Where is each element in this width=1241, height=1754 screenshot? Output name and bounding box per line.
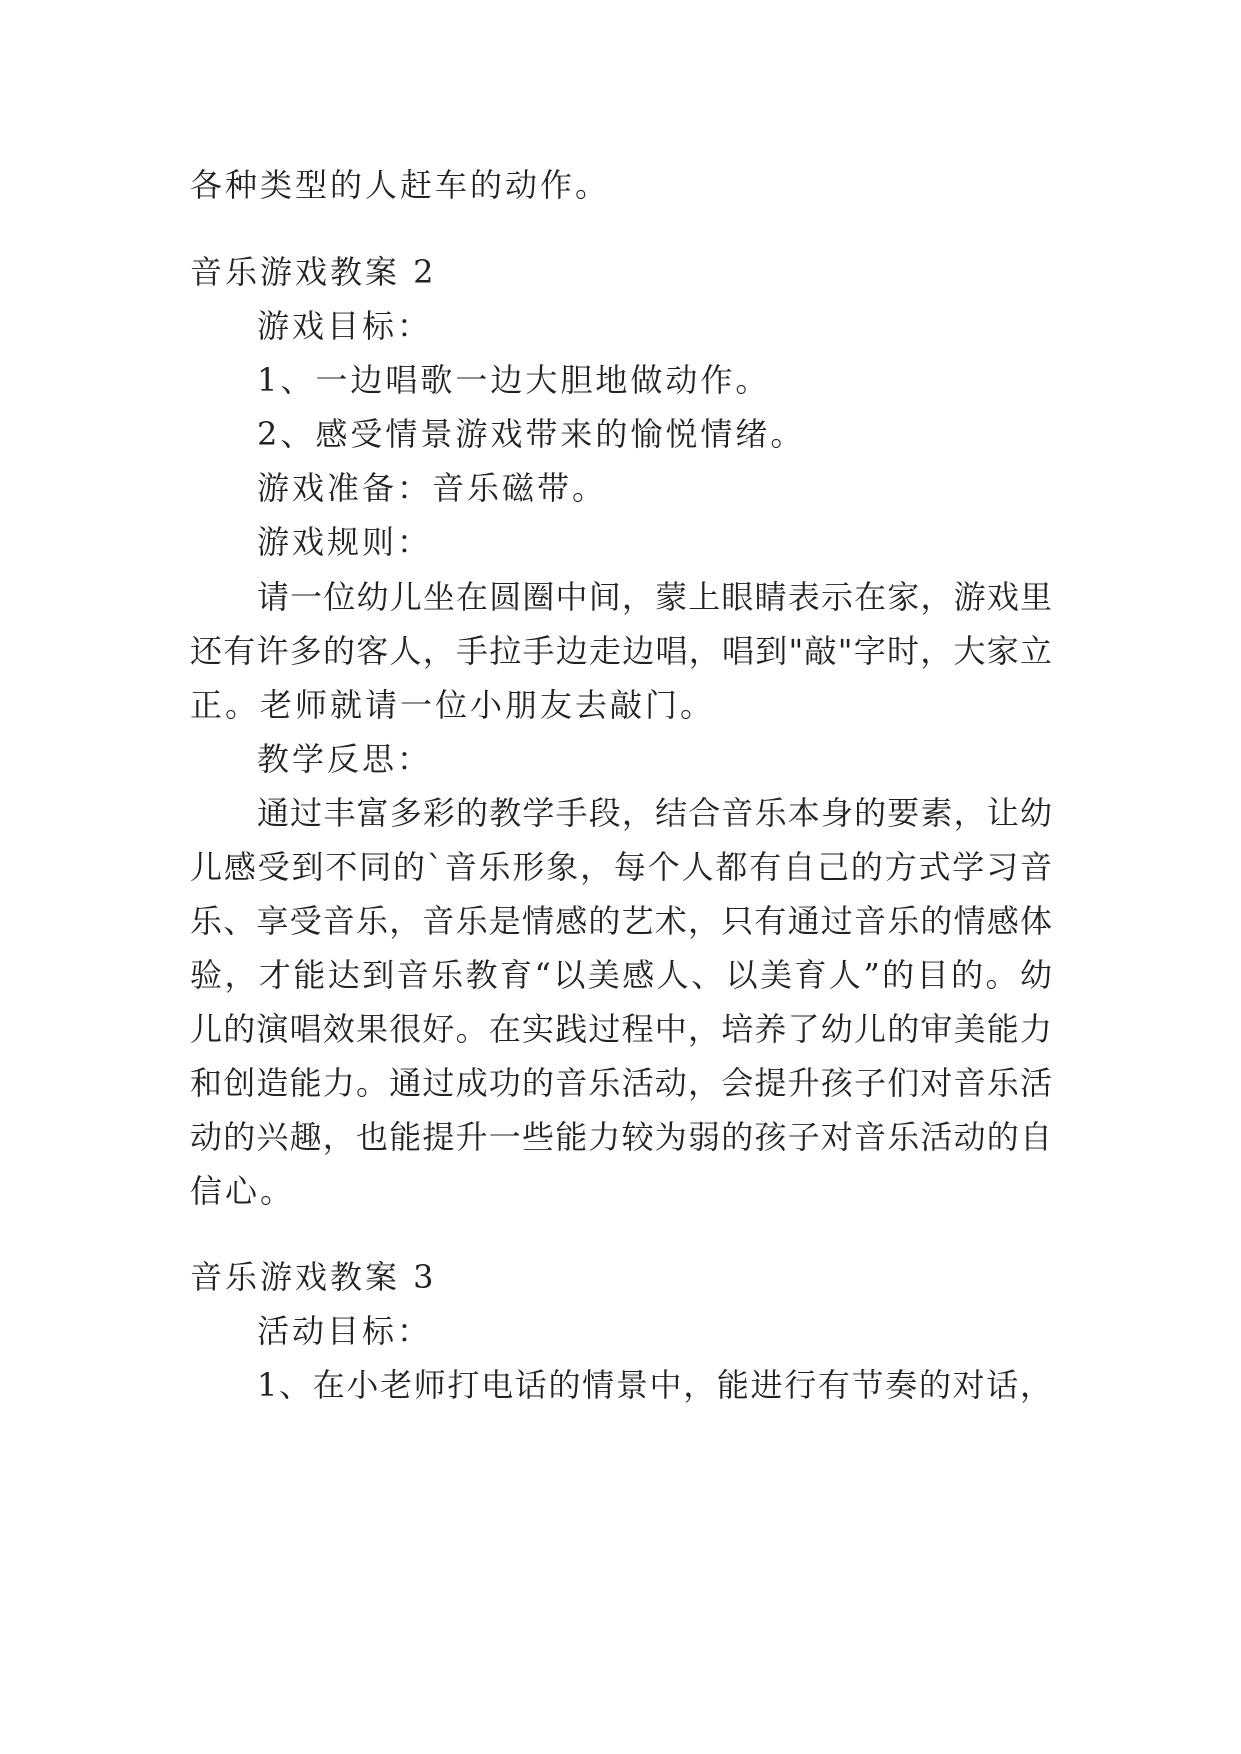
paragraph-line: 游戏准备：音乐磁带。 (257, 469, 608, 507)
list-item: 1、在小老师打电话的情景中，能进行有节奏的对话， (257, 1366, 1052, 1404)
paragraph-line: 儿感受到不同的`音乐形象，每个人都有自己的方式学习音 (190, 848, 1052, 886)
paragraph-line: 通过丰富多彩的教学手段，结合音乐本身的要素，让幼 (257, 794, 1052, 832)
list-item: 1、一边唱歌一边大胆地做动作。 (257, 361, 771, 399)
paragraph-line: 信心。 (190, 1172, 296, 1210)
paragraph-line: 验，才能达到音乐教育“以美感人、以美育人”的目的。幼 (190, 956, 1052, 994)
section-heading: 音乐游戏教案 3 (190, 1258, 437, 1296)
list-item: 2、感受情景游戏带来的愉悦情绪。 (257, 415, 806, 453)
paragraph-line: 还有许多的客人，手拉手边走边唱，唱到"敲"字时，大家立 (190, 632, 1052, 670)
paragraph-line: 儿的演唱效果很好。在实践过程中，培养了幼儿的审美能力 (190, 1010, 1052, 1048)
paragraph-line: 教学反思： (257, 740, 433, 778)
paragraph-line: 正。老师就请一位小朋友去敲门。 (190, 686, 716, 724)
paragraph-line: 请一位幼儿坐在圆圈中间，蒙上眼睛表示在家，游戏里 (257, 578, 1052, 616)
paragraph-line: 游戏规则： (257, 523, 433, 561)
paragraph-line: 游戏目标： (257, 307, 433, 345)
paragraph-line: 各种类型的人赶车的动作。 (190, 166, 611, 204)
paragraph-line: 乐、享受音乐，音乐是情感的艺术，只有通过音乐的情感体 (190, 902, 1052, 940)
paragraph-line: 活动目标： (257, 1312, 433, 1350)
section-heading: 音乐游戏教案 2 (190, 253, 437, 291)
paragraph-line: 动的兴趣，也能提升一些能力较为弱的孩子对音乐活动的自 (190, 1118, 1052, 1156)
paragraph-line: 和创造能力。通过成功的音乐活动，会提升孩子们对音乐活 (190, 1064, 1052, 1102)
